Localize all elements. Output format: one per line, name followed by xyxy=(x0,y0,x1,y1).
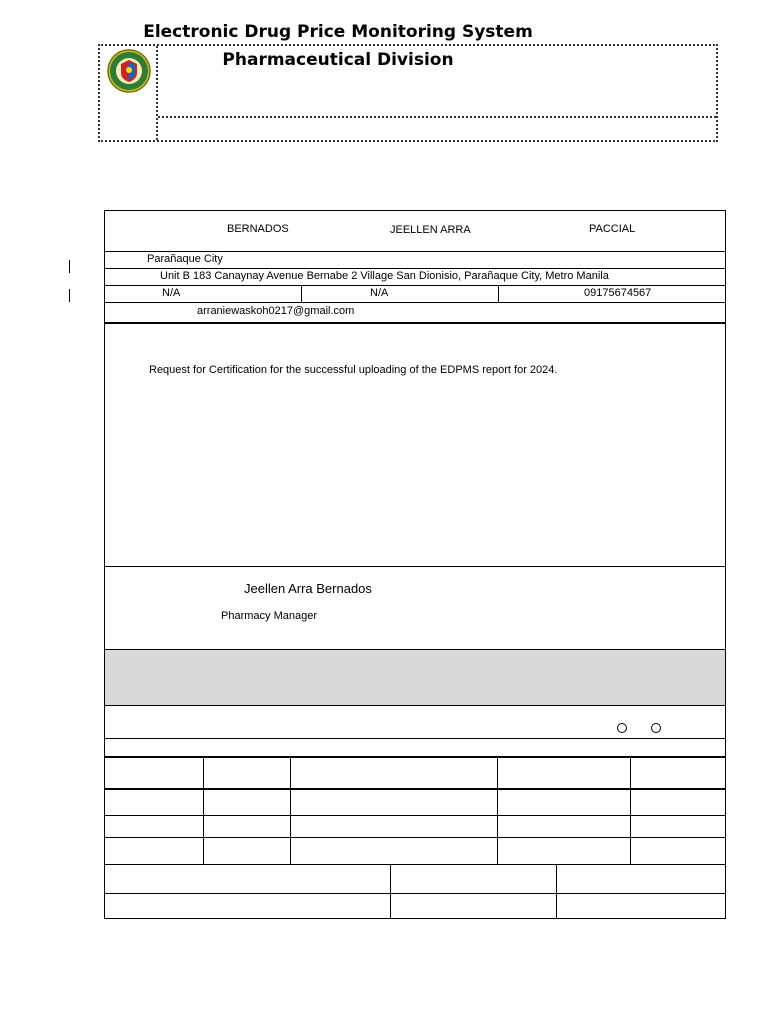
request-text: Request for Certification for the successful uploading of the EDPMS report for 2024. xyxy=(149,364,558,376)
table-col-divider xyxy=(556,864,557,919)
signatory-position: Pharmacy Manager xyxy=(221,610,317,622)
cell-divider xyxy=(498,285,499,302)
gray-band xyxy=(105,650,725,705)
address-value: Unit B 183 Canaynay Avenue Bernabe 2 Village San Dionisio, Parañaque City, Metro Manila xyxy=(160,270,609,282)
title-line-2: Pharmaceutical Division xyxy=(222,50,454,70)
row-divider xyxy=(105,738,725,739)
table-row-divider xyxy=(105,837,725,838)
option-radio[interactable] xyxy=(651,723,661,733)
row-divider xyxy=(105,756,725,758)
phone2-value: N/A xyxy=(370,287,389,299)
table-row-divider xyxy=(105,893,725,894)
table-row-divider xyxy=(105,815,725,816)
row-divider xyxy=(105,268,725,269)
row-divider xyxy=(105,302,725,303)
table-col-divider xyxy=(390,864,391,919)
table-col-divider xyxy=(290,757,291,864)
signatory-name: Jeellen Arra Bernados xyxy=(244,581,372,596)
margin-mark xyxy=(69,260,70,273)
row-divider xyxy=(105,285,725,286)
cell-divider xyxy=(301,285,302,302)
row-divider xyxy=(105,705,725,706)
mobile-value: 09175674567 xyxy=(584,287,652,299)
table-col-divider xyxy=(203,757,204,864)
phone1-value: N/A xyxy=(162,287,181,299)
page-title xyxy=(58,18,618,74)
email-value: arraniewaskoh0217@gmail.com xyxy=(197,305,355,317)
table-row-divider xyxy=(105,788,725,790)
first-name-value: JEELLEN ARRA xyxy=(390,224,471,236)
table-col-divider xyxy=(630,757,631,864)
last-name-value: BERNADOS xyxy=(227,223,289,235)
city-value: Parañaque City xyxy=(147,253,223,265)
middle-name-value: PACCIAL xyxy=(589,223,636,235)
row-divider xyxy=(105,251,725,252)
row-divider xyxy=(105,322,725,324)
row-divider xyxy=(105,566,725,567)
table-row-divider xyxy=(105,864,725,865)
table-col-divider xyxy=(497,757,498,864)
header-divider xyxy=(158,116,716,118)
title-line-1: Electronic Drug Price Monitoring System xyxy=(143,22,533,42)
margin-mark xyxy=(69,289,70,302)
option-radio[interactable] xyxy=(617,723,627,733)
